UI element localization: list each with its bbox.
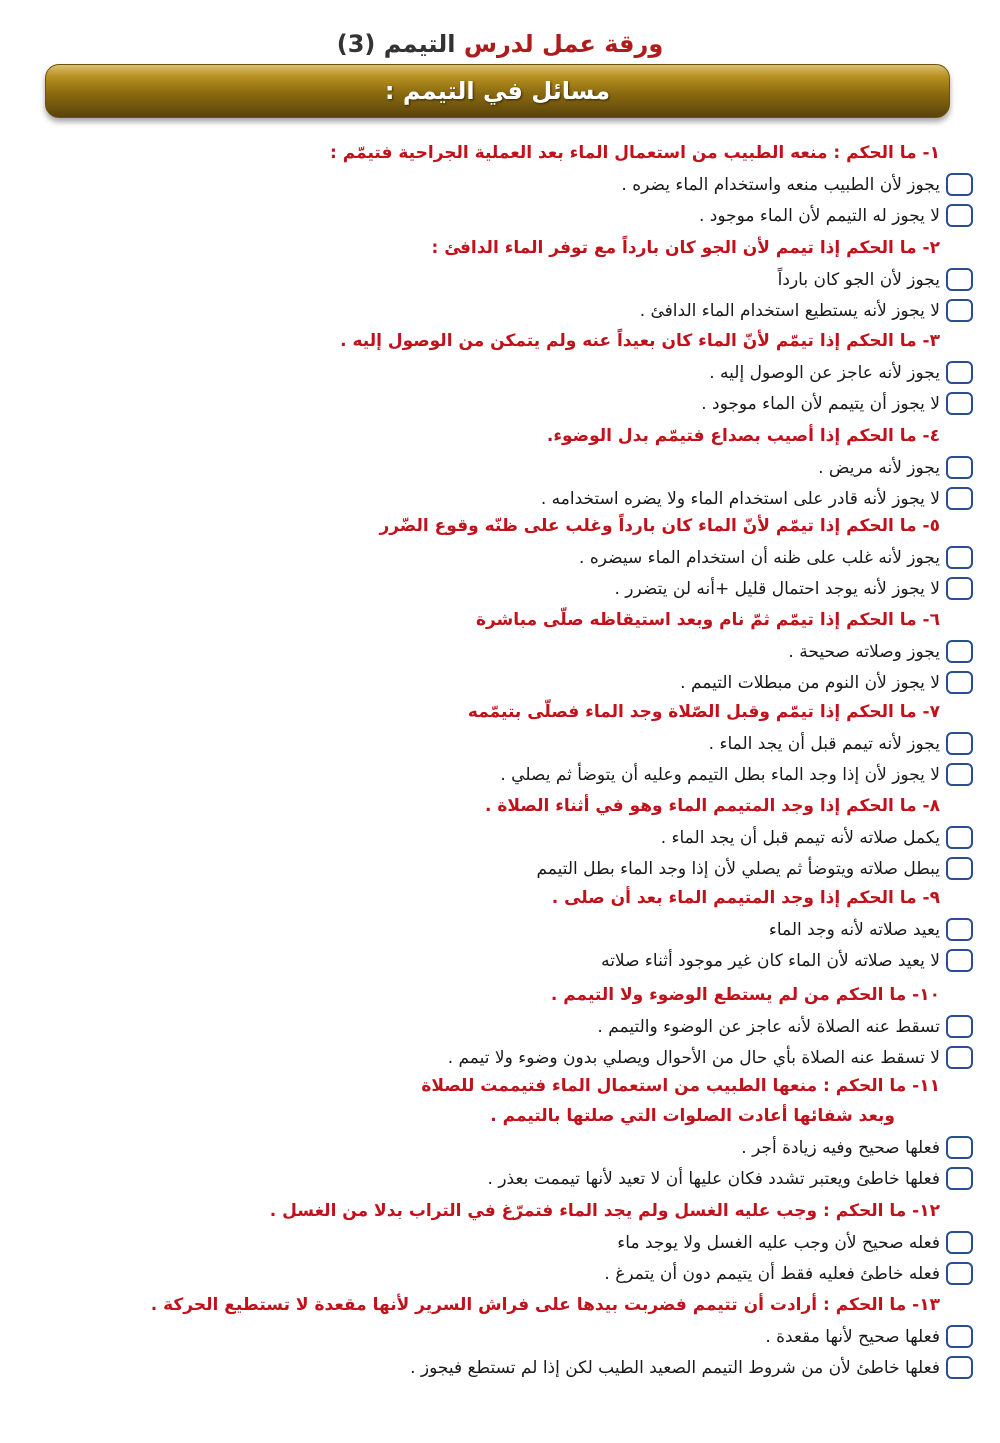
answer-option: فعله خاطئ فعليه فقط أن يتيمم دون أن يتمرغ . <box>604 1264 940 1284</box>
answer-checkbox[interactable] <box>946 204 973 227</box>
answer-option: لا تسقط عنه الصلاة بأي حال من الأحوال ويصلي بدون وضوء ولا تيمم . <box>447 1048 940 1068</box>
answer-checkbox[interactable] <box>946 1167 973 1190</box>
answer-checkbox[interactable] <box>946 763 973 786</box>
answer-checkbox[interactable] <box>946 1262 973 1285</box>
answer-checkbox[interactable] <box>946 546 973 569</box>
answer-option: يكمل صلاته لأنه تيمم قبل أن يجد الماء . <box>660 828 940 848</box>
answer-checkbox[interactable] <box>946 456 973 479</box>
answer-option: لا يجوز لأن إذا وجد الماء بطل التيمم وعليه أن يتوضأ ثم يصلي . <box>500 765 940 785</box>
answer-checkbox[interactable] <box>946 857 973 880</box>
answer-option: يبطل صلاته ويتوضأ ثم يصلي لأن إذا وجد الماء بطل التيمم <box>536 859 940 879</box>
answer-option: لا يجوز أن يتيمم لأن الماء موجود . <box>701 394 940 414</box>
answer-checkbox[interactable] <box>946 671 973 694</box>
answer-checkbox[interactable] <box>946 1356 973 1379</box>
answer-option: يجوز وصلاته صحيحة . <box>788 642 940 662</box>
answer-checkbox[interactable] <box>946 1015 973 1038</box>
answer-checkbox[interactable] <box>946 577 973 600</box>
answer-option: فعلها صحيح لأنها مقعدة . <box>765 1327 940 1347</box>
answer-option: لا يجوز لأنه يوجد احتمال قليل +أنه لن يتضرر . <box>614 579 940 599</box>
answer-option: يعيد صلاته لأنه وجد الماء <box>768 920 940 940</box>
title-lesson: التيمم (3) <box>336 30 456 58</box>
answer-checkbox[interactable] <box>946 826 973 849</box>
question-text: ٢- ما الحكم إذا تيمم لأن الجو كان بارداً مع توفر الماء الدافئ : <box>431 238 940 258</box>
answer-checkbox[interactable] <box>946 299 973 322</box>
answer-option: فعلها خاطئ ويعتبر تشدد فكان عليها أن لا تعيد لأنها تيممت بعذر . <box>487 1169 940 1189</box>
answer-checkbox[interactable] <box>946 918 973 941</box>
answer-option: يجوز لأن الجو كان بارداً <box>777 270 940 290</box>
question-text: وبعد شفائها أعادت الصلوات التي صلتها بالتيمم . <box>490 1106 895 1126</box>
question-text: ٥- ما الحكم إذا تيمّم لأنّ الماء كان بارداً وغلب على ظنّه وقوع الضّرر <box>379 516 940 536</box>
answer-option: يجوز لأنه غلب على ظنه أن استخدام الماء سيضره . <box>579 548 940 568</box>
answer-checkbox[interactable] <box>946 1325 973 1348</box>
answer-option: لا يجوز لأن النوم من مبطلات التيمم . <box>680 673 940 693</box>
title-main: ورقة عمل لدرس <box>463 30 664 58</box>
answer-checkbox[interactable] <box>946 640 973 663</box>
answer-checkbox[interactable] <box>946 1046 973 1069</box>
answer-checkbox[interactable] <box>946 173 973 196</box>
answer-option: فعله صحيح لأن وجب عليه الغسل ولا يوجد ماء <box>617 1233 940 1253</box>
answer-option: يجوز لأنه عاجز عن الوصول إليه . <box>709 363 940 383</box>
question-text: ١- ما الحكم : منعه الطبيب من استعمال الماء بعد العملية الجراحية فتيمّم : <box>330 143 940 163</box>
question-text: ٤- ما الحكم إذا أصيب بصداع فتيمّم بدل الوضوء. <box>546 426 940 446</box>
answer-checkbox[interactable] <box>946 268 973 291</box>
answer-checkbox[interactable] <box>946 392 973 415</box>
answer-checkbox[interactable] <box>946 1136 973 1159</box>
answer-checkbox[interactable] <box>946 949 973 972</box>
answer-option: تسقط عنه الصلاة لأنه عاجز عن الوضوء والتيمم . <box>597 1017 940 1037</box>
answer-option: لا يجوز لأنه يستطيع استخدام الماء الدافئ . <box>639 301 940 321</box>
answer-checkbox[interactable] <box>946 361 973 384</box>
answer-option: لا يعيد صلاته لأن الماء كان غير موجود أثناء صلاته <box>601 951 940 971</box>
answer-option: فعلها صحيح وفيه زيادة أجر . <box>741 1138 940 1158</box>
answer-checkbox[interactable] <box>946 732 973 755</box>
question-text: ٧- ما الحكم إذا تيمّم وقبل الصّلاة وجد الماء فصلّى بتيمّمه <box>467 702 940 722</box>
answer-checkbox[interactable] <box>946 487 973 510</box>
question-text: ٦- ما الحكم إذا تيمّم ثمّ نام وبعد استيقاظه صلّى مباشرة <box>475 610 940 630</box>
answer-option: لا يجوز له التيمم لأن الماء موجود . <box>698 206 940 226</box>
answer-option: لا يجوز لأنه قادر على استخدام الماء ولا يضره استخدامه . <box>540 489 940 509</box>
answer-option: يجوز لأنه مريض . <box>818 458 940 478</box>
answer-option: يجوز لأن الطبيب منعه واستخدام الماء يضره . <box>621 175 940 195</box>
banner-label: مسائل في التيمم : <box>384 77 611 105</box>
question-text: ١٢- ما الحكم : وجب عليه الغسل ولم يجد الماء فتمرّغ في التراب بدلا من الغسل . <box>269 1201 940 1221</box>
answer-checkbox[interactable] <box>946 1231 973 1254</box>
question-text: ٩- ما الحكم إذا وجد المتيمم الماء بعد أن صلى . <box>551 888 940 908</box>
answer-option: يجوز لأنه تيمم قبل أن يجد الماء . <box>708 734 940 754</box>
question-text: ١١- ما الحكم : منعها الطبيب من استعمال الماء فتيممت للصلاة <box>421 1076 940 1096</box>
question-text: ١٣- ما الحكم : أرادت أن تتيمم فضربت بيدها على فراش السرير لأنها مقعدة لا تستطيع الحركة . <box>150 1295 940 1315</box>
question-text: ٣- ما الحكم إذا تيمّم لأنّ الماء كان بعيداً عنه ولم يتمكن من الوصول إليه . <box>340 331 940 351</box>
question-text: ٨- ما الحكم إذا وجد المتيمم الماء وهو في أثناء الصلاة . <box>485 796 940 816</box>
question-text: ١٠- ما الحكم من لم يستطع الوضوء ولا التيمم . <box>550 985 940 1005</box>
answer-option: فعلها خاطئ لأن من شروط التيمم الصعيد الطيب لكن إذا لم تستطع فيجوز . <box>410 1358 940 1378</box>
